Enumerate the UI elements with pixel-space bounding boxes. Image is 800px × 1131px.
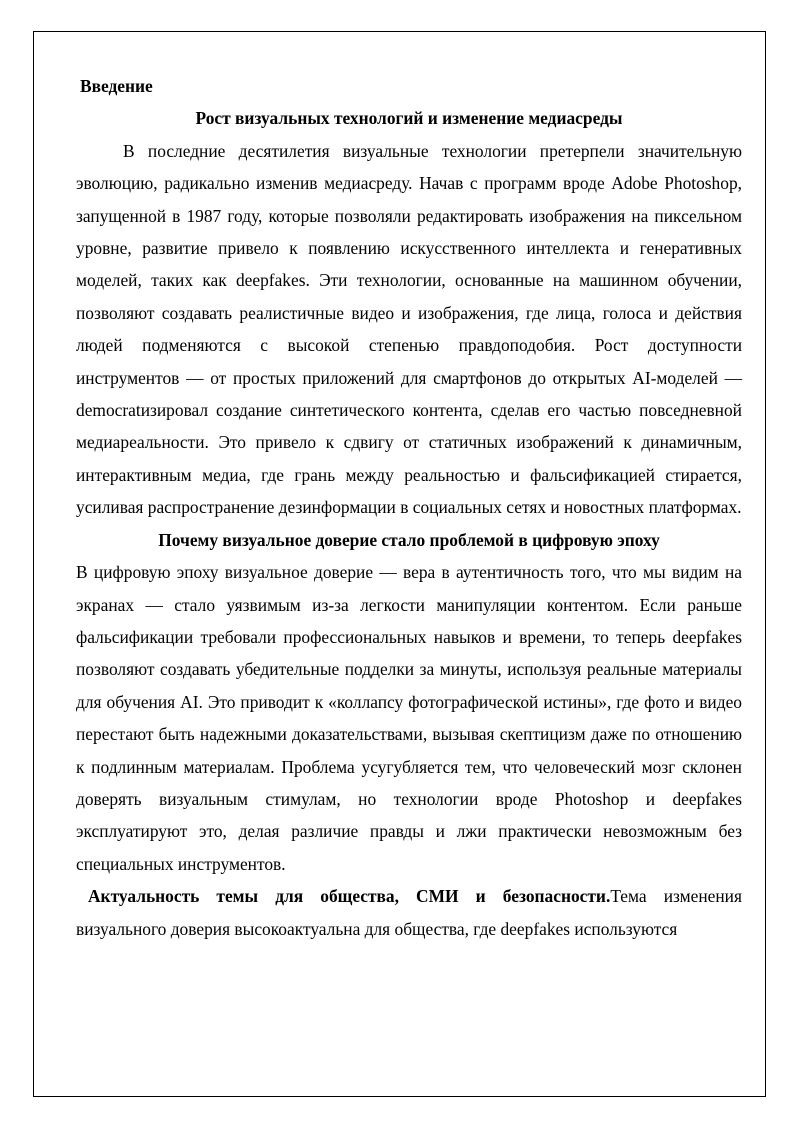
relevance-inline-heading: Актуальность темы для общества, СМИ и безопасности. [88,886,611,907]
section-title: Введение [80,76,153,96]
subheading-visual-trust-problem: Почему визуальное доверие стало проблемой в цифровую эпоху [158,529,660,550]
subheading-visual-tech-growth: Рост визуальных технологий и изменение медиасреды [195,108,623,129]
paragraph-relevance [76,880,742,945]
relevance-text: Тема изменения визуального доверия высокоактуальна для общества, где deepfakes используются [76,886,742,939]
document-body [76,70,742,945]
paragraph-visual-tech-evolution: В последние десятилетия визуальные технологии претерпели значительную эволюцию, радикально изменив медиасреду. Начав с программ вроде Adobe Photoshop, запущенной в 1987 году, которые позволяли редактировать изображения на пиксельном уровне, развитие привело к появлению искусственного интеллекта и генеративных моделей, таких как deepfakes. Эти технологии, основанные на машинном обучении, позволяют создавать реалистичные видео и изображения, где лица, голоса и действия людей подменяются с высокой степенью правдоподобия. Рост доступности инструментов — от простых приложений для смартфонов до открытых AI-моделей — democratизировал создание синтетического контента, сделав его частью повседневной медиареальности. Это привело к сдвигу от статичных изображений к динамичным, интерактивным медиа, где грань между реальностью и фальсификацией стирается, усиливая распространение дезинформации в социальных сетях и новостных платформах. [76,140,742,518]
paragraph-visual-trust: В цифровую эпоху визуальное доверие — вера в аутентичность того, что мы видим на экранах — стало уязвимым из-за легкости манипуляции контентом. Если раньше фальсификации требовали профессиональных навыков и времени, то теперь deepfakes позволяют создавать убедительные подделки за минуты, используя реальные материалы для обучения AI. Это приводит к «коллапсу фотографической истины», где фото и видео перестают быть надежными доказательствами, вызывая скептицизм даже по отношению к подлинным материалам. Проблема усугубляется тем, что человеческий мозг склонен доверять визуальным стимулам, но технологии вроде Photoshop и deepfakes эксплуатируют это, делая различие правды и лжи практически невозможным без специальных инструментов. [76,562,742,874]
